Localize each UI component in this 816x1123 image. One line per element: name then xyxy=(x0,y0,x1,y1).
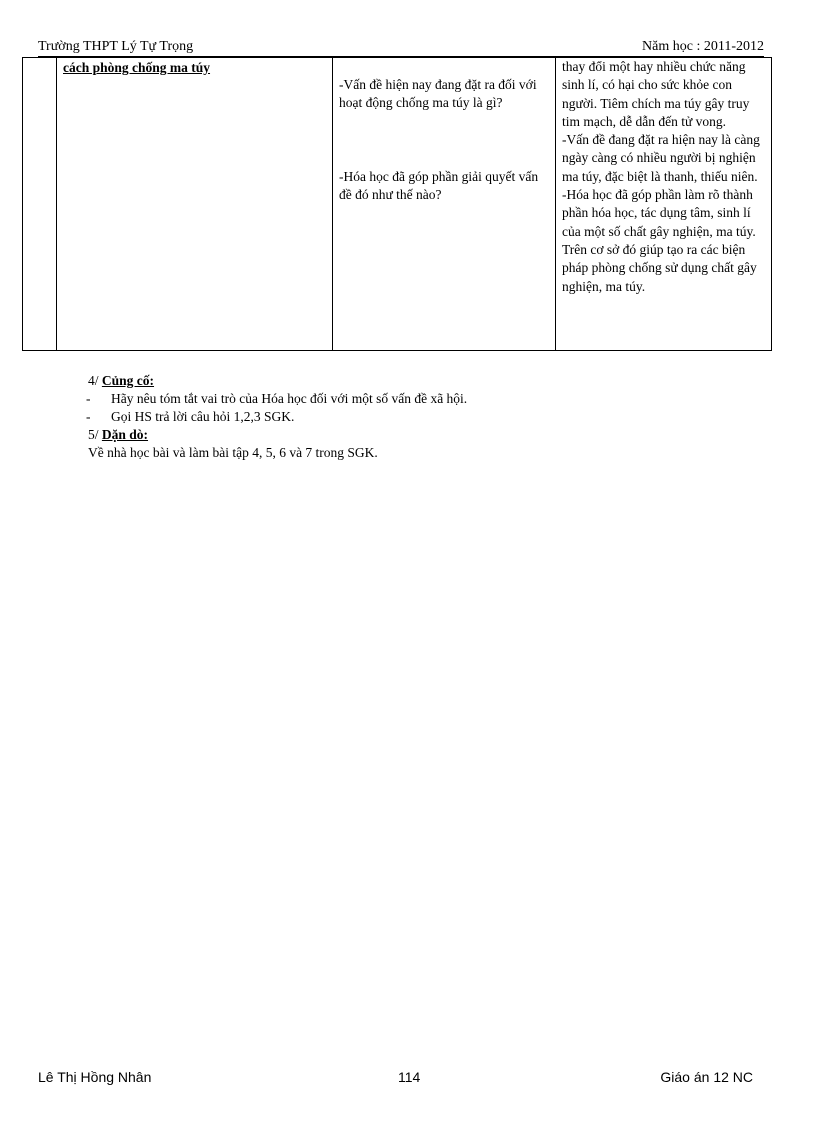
topic-heading: cách phòng chống ma túy xyxy=(63,60,211,75)
question-1: -Vấn đề hiện nay đang đặt ra đối với hoạt động chống ma túy là gì? xyxy=(339,77,537,111)
school-year: Năm học : 2011-2012 xyxy=(642,39,764,54)
consolidation-section xyxy=(88,372,778,462)
homework-number: 5/ xyxy=(88,427,99,442)
list-item xyxy=(86,390,778,408)
consolidation-title: Củng cố: xyxy=(101,373,155,388)
teacher-activity-cell xyxy=(333,58,556,351)
consolidation-number: 4/ xyxy=(88,373,99,388)
dash-marker: - xyxy=(86,391,91,406)
page-number: 114 xyxy=(398,1069,421,1085)
answer-3: -Hóa học đã góp phần làm rõ thành phần hóa học, tác dụng tâm, sinh lí của một số chất gây nghiện, ma túy. Trên cơ sở đó giúp tạo ra các biện pháp phòng chống sử dụng chất gây nghiện, ma túy. xyxy=(562,187,757,294)
dash-marker: - xyxy=(86,409,91,424)
school-name: Trường THPT Lý Tự Trọng xyxy=(38,39,194,54)
table-row xyxy=(23,58,772,351)
content-cell xyxy=(57,58,333,351)
consolidation-heading xyxy=(88,372,778,390)
list-item xyxy=(86,408,778,426)
question-2: -Hóa học đã góp phần giải quyết vấn đề đó như thế nào? xyxy=(339,168,539,202)
consolidation-bullet-2: Gọi HS trả lời câu hỏi 1,2,3 SGK. xyxy=(111,409,295,424)
lesson-table xyxy=(22,57,772,351)
consolidation-bullet-1: Hãy nêu tóm tắt vai trò của Hóa học đối với một số vấn đề xã hội. xyxy=(111,391,468,406)
homework-heading xyxy=(88,426,778,444)
student-activity-cell xyxy=(556,58,772,351)
homework-title: Dặn dò: xyxy=(101,427,149,442)
homework-text: Về nhà học bài và làm bài tập 4, 5, 6 và 7 trong SGK. xyxy=(88,445,378,460)
answer-2: -Vấn đề đang đặt ra hiện nay là càng ngày càng có nhiều người bị nghiện ma túy, đặc biệt là thanh, thiếu niên. xyxy=(562,132,760,184)
page-header xyxy=(38,39,764,57)
book-title: Giáo án 12 NC xyxy=(660,1069,753,1085)
index-cell xyxy=(23,58,57,351)
answer-1: thay đổi một hay nhiều chức năng sinh lí, có hại cho sức khỏe con người. Tiêm chích ma túy gây truy tim mạch, dễ dẫn đến tử vong. xyxy=(562,59,750,129)
author-name: Lê Thị Hồng Nhân xyxy=(38,1069,152,1085)
